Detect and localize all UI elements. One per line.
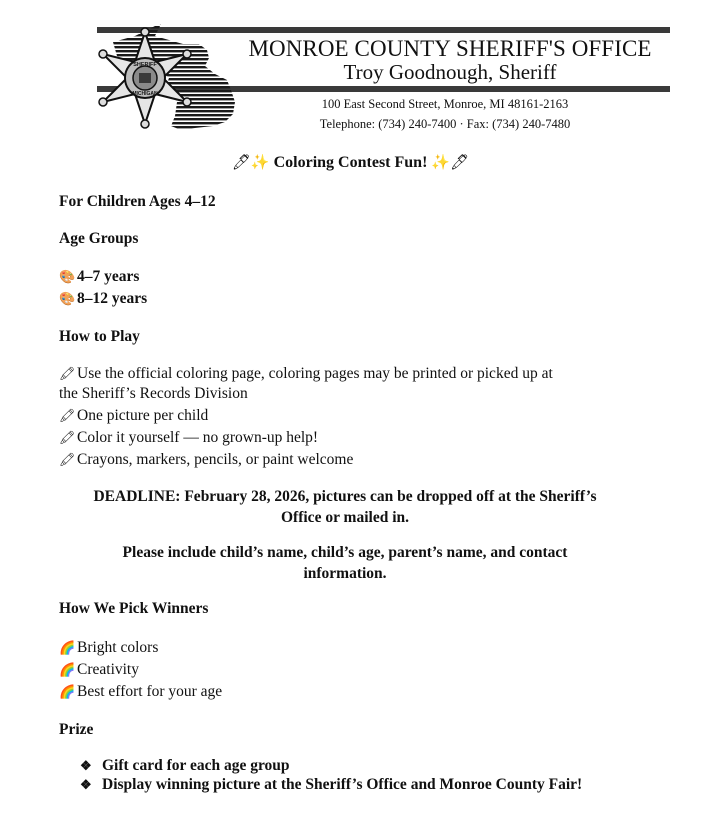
prize-list <box>80 756 620 794</box>
palette-icon: 🎨 <box>59 269 76 284</box>
crayon-icon: 🖍 <box>59 408 76 423</box>
page-title <box>0 153 701 173</box>
sheriff-star-badge-michigan-icon <box>95 22 255 132</box>
how-to-play-item: 🖍Crayons, markers, pencils, or paint welcome <box>59 449 353 471</box>
svg-text:SHERIFF: SHERIFF <box>133 62 157 68</box>
letterhead <box>0 0 701 140</box>
diamond-bullet-icon: ❖ <box>80 758 92 773</box>
palette-icon: 🎨 <box>59 291 76 306</box>
prize-heading: Prize <box>59 721 94 738</box>
deadline-notice: DEADLINE: February 28, 2026, pictures can be dropped off at the Sheriff’s Office or mailed in. <box>93 488 597 526</box>
winner-criteria-item: 🌈 Creativity <box>59 659 139 681</box>
page-title-text: Coloring Contest Fun! <box>273 154 428 171</box>
winner-criteria-item: 🌈 Bright colors <box>59 637 158 659</box>
winners-heading: How We Pick Winners <box>59 600 209 617</box>
rainbow-icon: 🌈 <box>59 684 76 699</box>
crayon-icon: 🖍 <box>59 366 76 381</box>
org-name: MONROE COUNTY SHERIFF'S OFFICE <box>248 36 652 61</box>
prize-item: ❖ Gift card for each age group <box>80 757 290 774</box>
svg-text:MICHIGAN: MICHIGAN <box>132 91 158 97</box>
age-group-item: 🎨 8–12 years <box>59 288 147 310</box>
sparkles-pen-icon: ✨🖊 <box>431 155 470 171</box>
diamond-bullet-icon: ❖ <box>80 777 92 792</box>
rainbow-icon: 🌈 <box>59 640 76 655</box>
rainbow-icon: 🌈 <box>59 662 76 677</box>
age-groups-heading: Age Groups <box>59 230 139 247</box>
prize-item: ❖ Display winning picture at the Sheriff’s Office and Monroe County Fair! <box>80 776 583 793</box>
office-address: 100 East Second Street, Monroe, MI 48161-2163 <box>321 97 569 111</box>
include-info-notice: Please include child’s name, child’s age, parent’s name, and contact information. <box>122 544 568 582</box>
pen-sparkles-icon: 🖊✨ <box>231 155 270 171</box>
how-to-play-heading: How to Play <box>59 328 140 345</box>
eligibility-text: For Children Ages 4–12 <box>59 193 216 210</box>
crayon-icon: 🖍 <box>59 430 76 445</box>
sheriff-name: Troy Goodnough, Sheriff <box>343 60 557 84</box>
how-to-play-item: 🖍Color it yourself — no grown-up help! <box>59 427 318 449</box>
how-to-play-item: 🖍One picture per child <box>59 405 208 427</box>
crayon-icon: 🖍 <box>59 452 76 467</box>
office-contact: Telephone: (734) 240-7400 · Fax: (734) 240-7480 <box>319 117 571 131</box>
how-to-play-item-continuation: the Sheriff’s Records Division <box>59 385 248 402</box>
age-group-item: 🎨 4–7 years <box>59 266 139 288</box>
winner-criteria-item: 🌈 Best effort for your age <box>59 681 222 703</box>
how-to-play-item: 🖍Use the official coloring page, coloring pages may be printed or picked up at <box>59 363 553 385</box>
